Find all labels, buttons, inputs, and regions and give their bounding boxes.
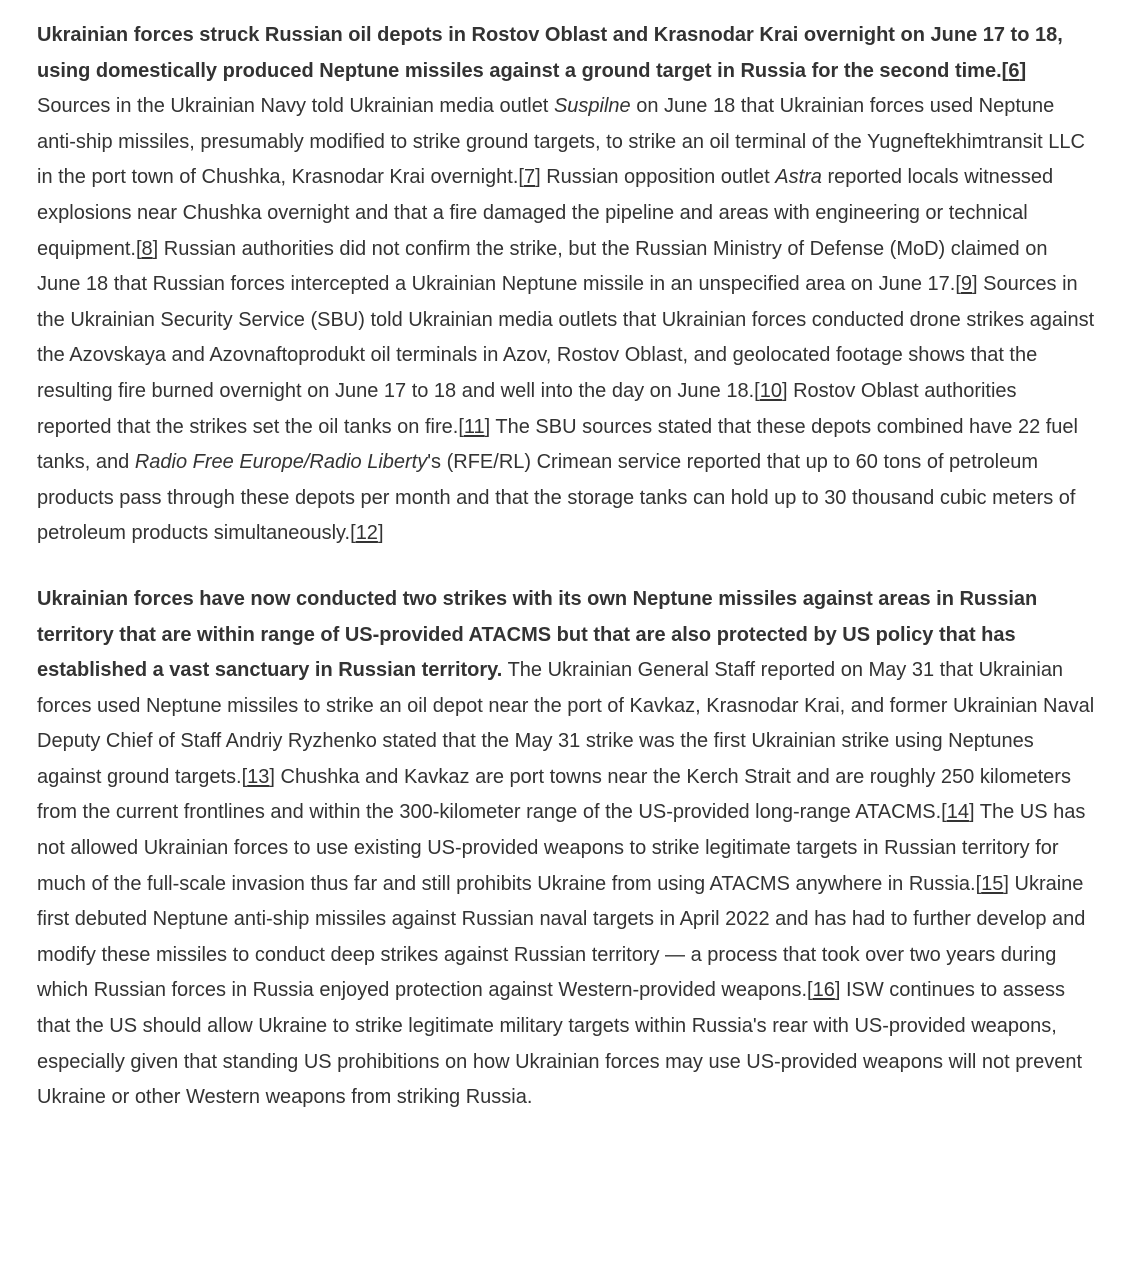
text-run-bold: Ukrainian forces have now conducted two strikes with its own Neptune missiles against areas in Russian territory that are within range of US-provided ATACMS but that are also protected by US policy that has established a vast sanctuary in Russian territory. <box>37 587 1038 682</box>
text-run-regular: The SBU sources stated that these depots combined have 22 fuel tanks, and <box>37 415 1078 474</box>
text-run-regular: The Ukrainian General Staff reported on May 31 that Ukrainian forces used Neptune missiles to strike an oil depot near the port of Kavkaz, Krasnodar Krai, and former Ukrainian Naval Deputy Chief of Staff Andriy Ryzhenko stated that the May 31 strike was the first Ukrainian strike using Neptunes against ground targets. <box>37 659 1095 788</box>
citation-bracket-open: [ <box>135 237 142 260</box>
text-run-regular: Russian opposition outlet <box>540 166 776 189</box>
citation-bracket-close: ] <box>484 415 491 438</box>
citation-link-10[interactable] <box>754 380 787 402</box>
citation-bracket-close: ] <box>972 273 978 296</box>
text-run-regular: Chushka and Kavkaz are port towns near the Kerch Strait and are roughly 250 kilometers from the current frontlines and within the 300-kilometer range of the US-provided long-range ATACMS. <box>37 765 1071 824</box>
citation-bracket-open: [ <box>941 801 947 824</box>
citation-number: 11 <box>463 415 485 438</box>
text-run-italic: Radio Free Europe/Radio Liberty <box>134 451 428 474</box>
text-run-regular: 's (RFE/RL) Crimean service reported that up to 60 tons of petroleum products pass through these depots per month and that the storage tanks can hold up to 30 thousand cubic meters of petroleum products simultaneously. <box>37 451 1076 545</box>
text-run-regular: ISW continues to assess that the US should allow Ukraine to strike legitimate military targets within Russia's rear with US-provided weapons, especially given that standing US prohibitions on how Ukrainian forces may use US-provided weapons will not prevent Ukraine or other Western weapons from striking Russia. <box>37 979 1082 1109</box>
citation-link-15[interactable] <box>976 873 1009 895</box>
text-run-regular: Russian authorities did not confirm the strike, but the Russian Ministry of Defense (MoD) claimed on June 18 that Russian forces intercepted a Ukrainian Neptune missile in an unspecified area on June 17. <box>37 237 1048 296</box>
text-run-regular: Sources in the Ukrainian Security Service (SBU) told Ukrainian media outlets that Ukrainian forces conducted drone strikes against the Azovskaya and Azovnaftoprodukt oil terminals in Azov, Rostov Oblast, and geolocated footage shows that the resulting fire burned overnight on June 17 to 18 and well into the day on June 18. <box>37 273 1095 402</box>
citation-bracket-open: [ <box>350 522 356 545</box>
citation-number: 16 <box>812 979 835 1002</box>
citation-number: 7 <box>523 166 536 189</box>
citation-bracket-close: ] <box>269 765 275 788</box>
text-run-regular: reported locals witnessed explosions near Chushka overnight and that a fire damaged the pipeline and areas with engineering or technical equipment. <box>37 166 1054 260</box>
text-run-regular: The US has not allowed Ukrainian forces to use existing US-provided weapons to strike legitimate targets in Russian territory for much of the full-scale invasion thus far and still prohibits Ukraine from using ATACMS anywhere in Russia. <box>37 801 1086 895</box>
citation-link-13[interactable] <box>242 766 275 788</box>
citation-link-6[interactable] <box>1002 60 1026 82</box>
citation-bracket-close: ] <box>152 237 159 260</box>
text-run-regular: Rostov Oblast authorities reported that the strikes set the oil tanks on fire. <box>37 379 1017 438</box>
citation-number: 12 <box>355 522 378 545</box>
text-run-regular: Sources in the Ukrainian Navy told Ukrainian media outlet <box>37 95 554 118</box>
citation-bracket-close: ] <box>834 979 841 1002</box>
citation-link-11[interactable] <box>458 416 490 438</box>
citation-number: 9 <box>960 273 973 296</box>
citation-bracket-close: ] <box>968 801 975 824</box>
citation-link-14[interactable] <box>941 801 974 823</box>
citation-bracket-open: [ <box>955 273 961 296</box>
citation-number: 15 <box>981 872 1004 895</box>
citation-bracket-open: [ <box>975 872 982 895</box>
citation-number: 6 <box>1008 59 1020 82</box>
citation-link-12[interactable] <box>350 522 383 544</box>
text-run-italic: Astra <box>775 166 822 189</box>
text-run-italic: Suspilne <box>553 95 631 118</box>
citation-number: 14 <box>946 801 969 824</box>
citation-link-9[interactable] <box>955 273 977 295</box>
citation-bracket-open: [ <box>458 415 464 438</box>
citation-link-8[interactable] <box>136 238 158 260</box>
citation-bracket-open: [ <box>1001 59 1009 82</box>
citation-bracket-close: ] <box>781 379 788 402</box>
citation-link-7[interactable] <box>518 166 540 188</box>
paragraph-neptune-oil-depot-strikes <box>37 18 1096 552</box>
text-run-regular: Ukraine first debuted Neptune anti-ship missiles against Russian naval targets in April 2022 and has had to further develop and modify these missiles to conduct deep strikes against Russian territory — a process that took over two years during which Russian forces in Russia enjoyed protection against Western-provided weapons. <box>37 872 1086 1002</box>
citation-bracket-open: [ <box>518 166 524 189</box>
citation-number: 13 <box>247 765 270 788</box>
citation-number: 8 <box>141 237 153 260</box>
citation-bracket-open: [ <box>241 765 248 788</box>
text-run-bold: Ukrainian forces struck Russian oil depots in Rostov Oblast and Krasnodar Krai overnight on June 17 to 18, using domestically produced Neptune missiles against a ground target in Russia for the second time. <box>37 24 1063 82</box>
citation-bracket-open: [ <box>807 979 813 1002</box>
citation-link-16[interactable] <box>807 979 840 1001</box>
citation-bracket-close: ] <box>377 522 384 545</box>
citation-bracket-open: [ <box>754 379 760 402</box>
citation-bracket-close: ] <box>1003 872 1009 895</box>
citation-number: 10 <box>759 379 782 402</box>
paragraph-atacms-sanctuary-assessment <box>37 582 1096 1116</box>
text-run-regular: on June 18 that Ukrainian forces used Neptune anti-ship missiles, presumably modified to strike ground targets, to strike an oil terminal of the Yugneftekhimtransit LLC in the port town of Chushka, Krasnodar Krai overnight. <box>37 95 1085 189</box>
citation-bracket-close: ] <box>535 166 541 189</box>
citation-bracket-close: ] <box>1019 59 1027 82</box>
